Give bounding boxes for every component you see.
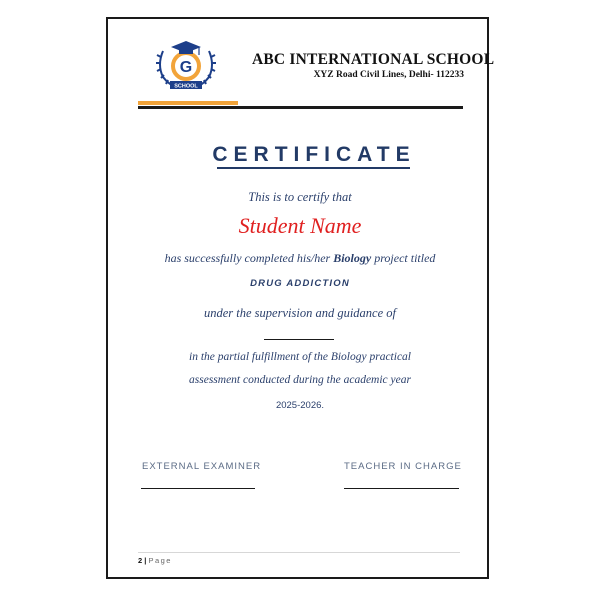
page-word: Page	[148, 556, 172, 565]
header-accent-bar	[138, 101, 238, 105]
project-title: DRUG ADDICTION	[250, 278, 350, 289]
teacher-signature-line	[344, 488, 459, 489]
logo-banner-text: SCHOOL	[174, 83, 198, 90]
assessment-text: assessment conducted during the academic year	[189, 374, 411, 386]
certificate-title: CERTIFICATE	[212, 143, 416, 166]
subject-name: Biology	[333, 251, 372, 265]
academic-year: 2025-2026.	[275, 400, 325, 411]
page-separator: |	[142, 556, 149, 565]
title-underline	[217, 167, 410, 169]
external-examiner-signature-line	[141, 488, 255, 489]
school-address: XYZ Road Civil Lines, Delhi- 112233	[313, 70, 464, 80]
teacher-in-charge-label: TEACHER IN CHARGE	[344, 461, 462, 472]
supervisor-name-line	[264, 339, 334, 340]
completion-statement	[120, 251, 480, 266]
completion-text-after: project titled	[371, 251, 436, 265]
school-name: ABC INTERNATIONAL SCHOOL	[252, 51, 495, 68]
supervision-text: under the supervision and guidance of	[204, 306, 396, 320]
student-name: Student Name	[238, 213, 362, 238]
header-divider	[138, 106, 463, 109]
school-logo-graphic	[155, 37, 217, 93]
school-logo	[155, 37, 217, 93]
completion-text-before: has successfully completed his/her	[164, 251, 334, 265]
page-number: 2	[138, 556, 143, 565]
certify-text: This is to certify that	[248, 190, 352, 204]
external-examiner-label: EXTERNAL EXAMINER	[142, 461, 262, 472]
partial-fulfillment-text: in the partial fulfillment of the Biology practical	[189, 351, 411, 363]
footer-divider	[138, 552, 460, 553]
page-footer	[138, 556, 172, 565]
logo-letter: G	[179, 59, 193, 76]
